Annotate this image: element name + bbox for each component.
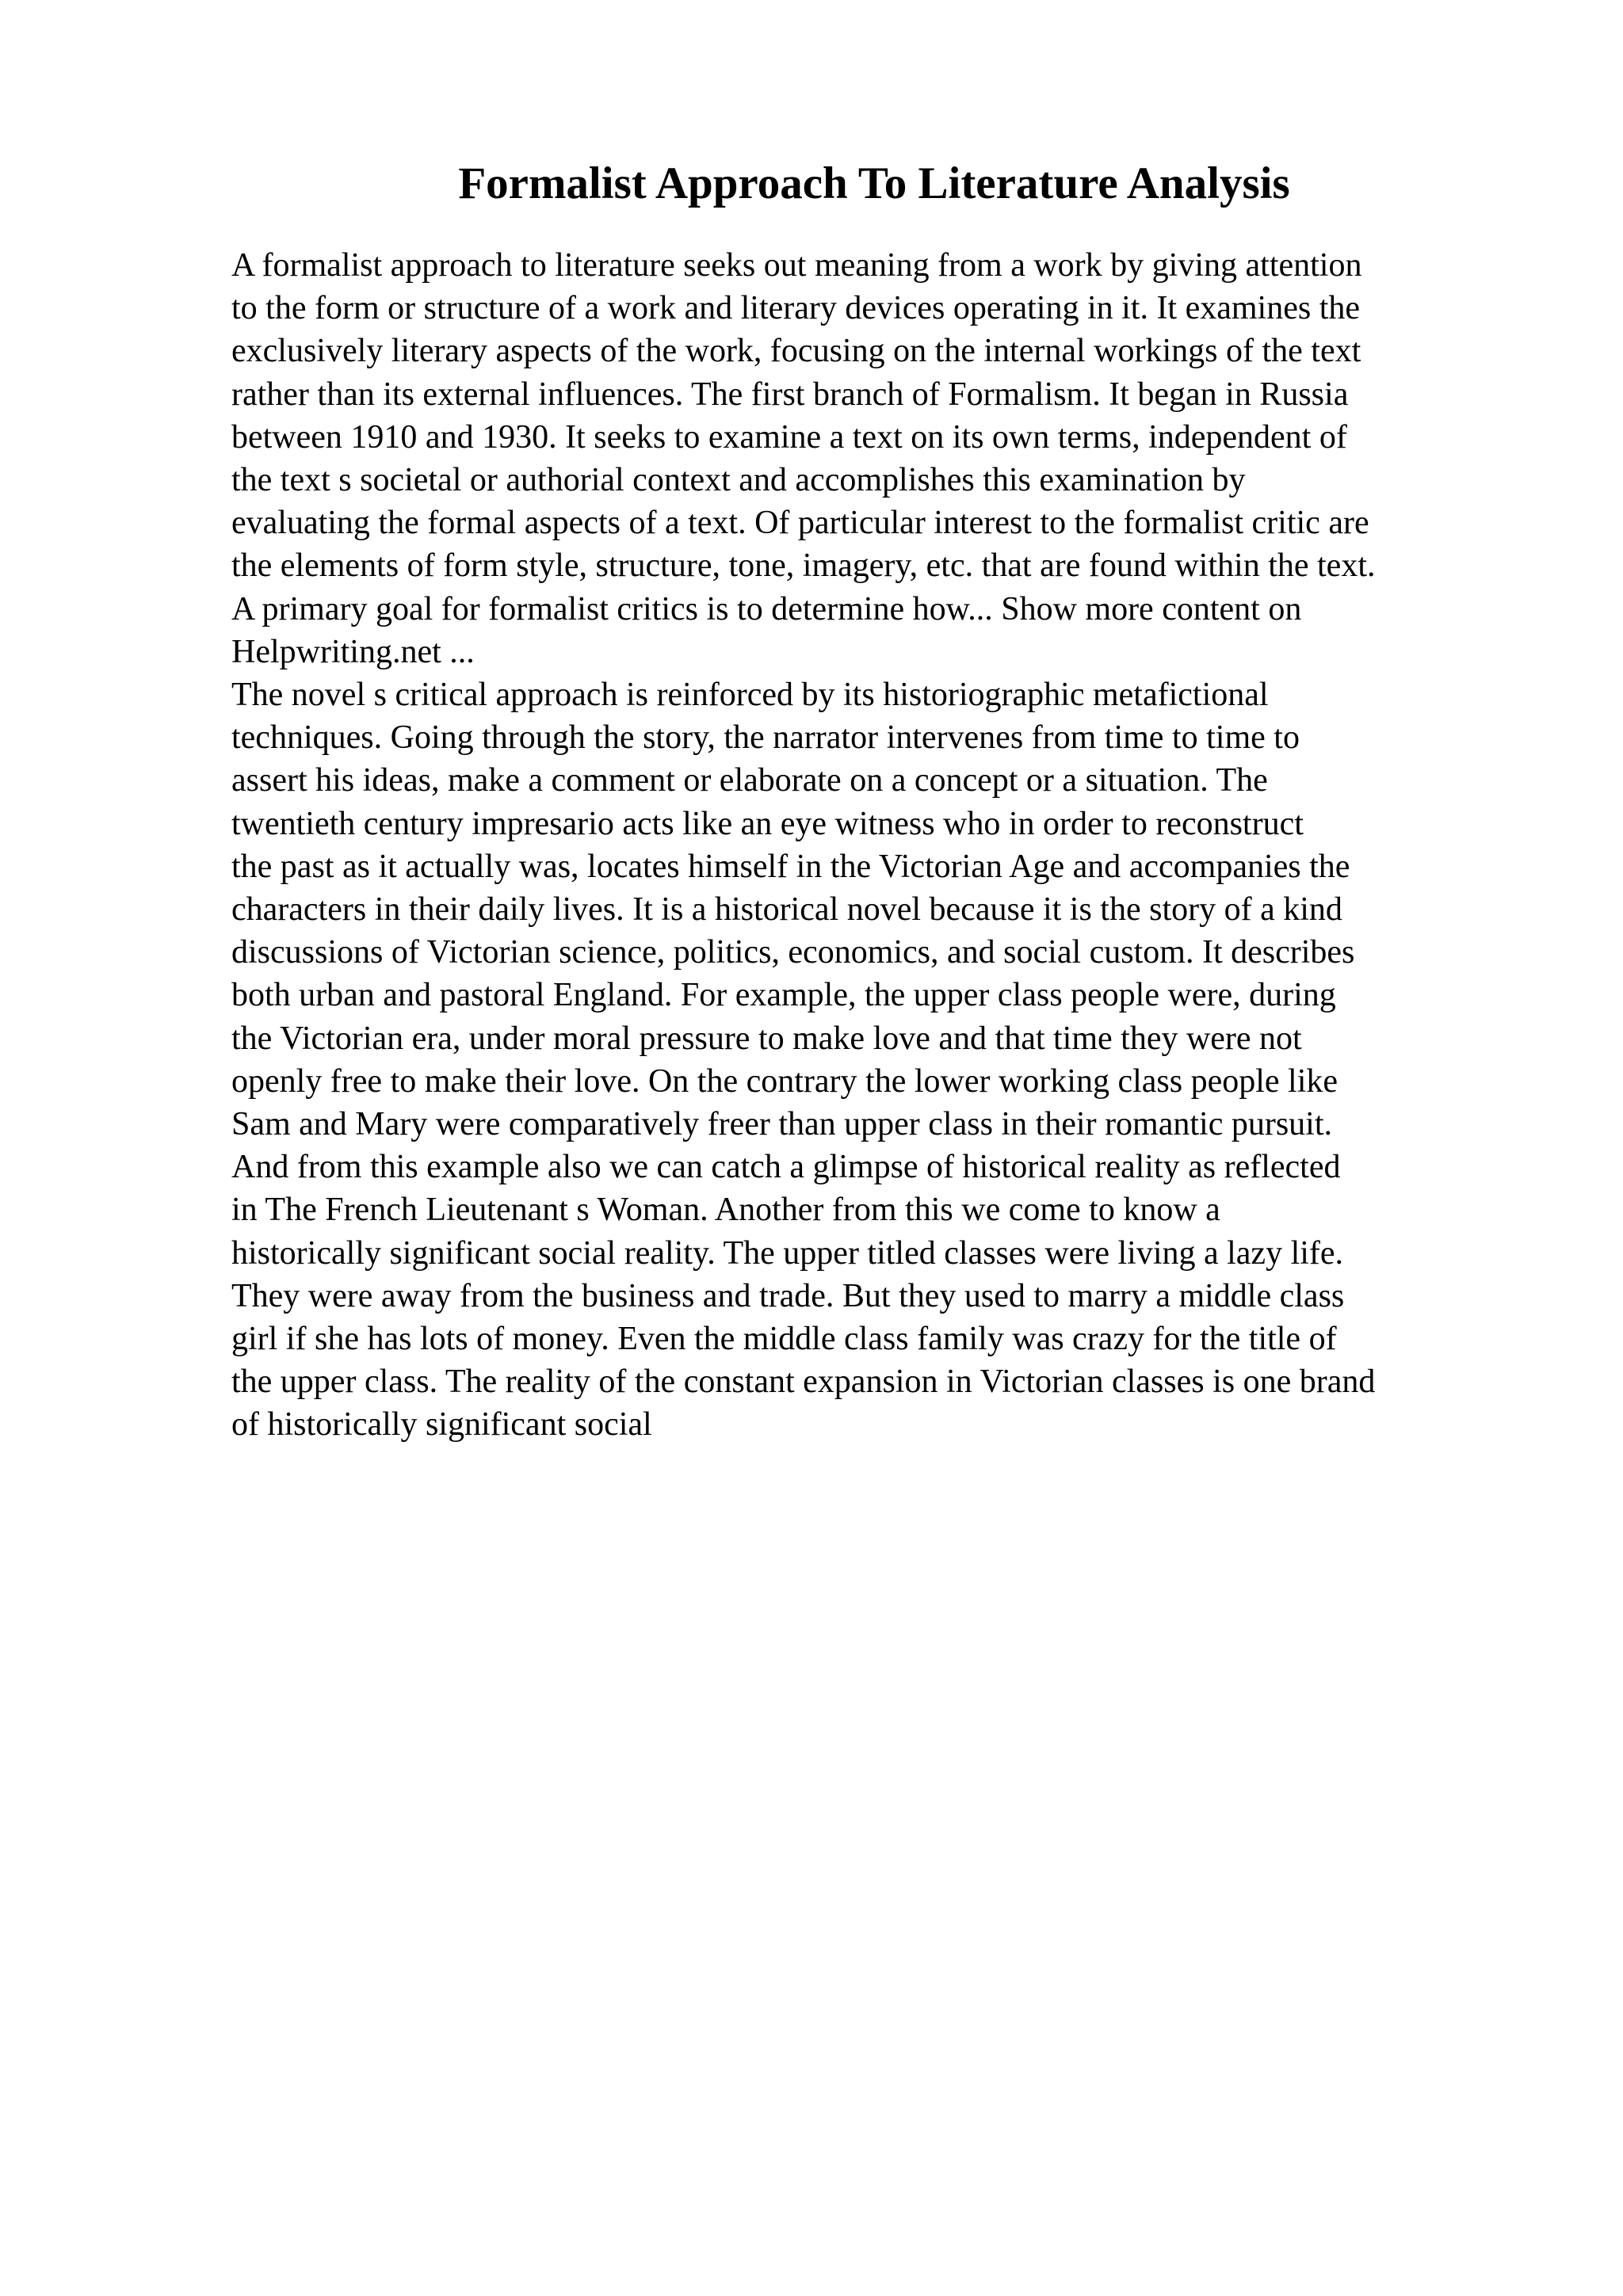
body-line: characters in their daily lives. It is a historical novel because it is the story of a kind	[231, 891, 1342, 929]
body-line: the elements of form style, structure, tone, imagery, etc. that are found within the text.	[231, 547, 1376, 585]
body-line: in The French Lieutenant s Woman. Another from this we come to know a	[231, 1192, 1220, 1229]
body-line: of historically significant social	[231, 1406, 652, 1444]
body-line: twentieth century impresario acts like an eye witness who in order to reconstruct	[231, 805, 1304, 842]
body-line: And from this example also we can catch a glimpse of historical reality as reflected	[231, 1149, 1341, 1186]
body-line: to the form or structure of a work and literary devices operating in it. It examines the	[231, 290, 1361, 327]
body-line: They were away from the business and trade. But they used to marry a middle class	[231, 1277, 1345, 1314]
document-body	[231, 244, 1594, 1447]
body-line: discussions of Victorian science, politics, economics, and social custom. It describes	[231, 934, 1355, 971]
body-line: A formalist approach to literature seeks out meaning from a work by giving attention	[231, 247, 1362, 284]
body-line: the past as it actually was, locates himself in the Victorian Age and accompanies the	[231, 848, 1350, 885]
document-title: Formalist Approach To Literature Analysis	[458, 158, 1290, 208]
body-line: between 1910 and 1930. It seeks to examine a text on its own terms, independent of	[231, 418, 1347, 456]
body-line: the upper class. The reality of the constant expansion in Victorian classes is one brand	[231, 1363, 1376, 1401]
body-line: girl if she has lots of money. Even the middle class family was crazy for the title of	[231, 1321, 1337, 1358]
body-line: rather than its external influences. The first branch of Formalism. It began in Russia	[231, 376, 1349, 413]
body-line: both urban and pastoral England. For example, the upper class people were, during	[231, 977, 1336, 1014]
body-line: assert his ideas, make a comment or elaborate on a concept or a situation. The	[231, 762, 1268, 799]
body-line: evaluating the formal aspects of a text. Of particular interest to the formalist critic are	[231, 505, 1369, 542]
body-line: A primary goal for formalist critics is to determine how... Show more content on	[231, 590, 1302, 627]
body-line: exclusively literary aspects of the work, focusing on the internal workings of the text	[231, 333, 1361, 370]
body-line: historically significant social reality. The upper titled classes were living a lazy life.	[231, 1234, 1344, 1272]
body-line: the text s societal or authorial context and accomplishes this examination by	[231, 462, 1246, 499]
body-line: Sam and Mary were comparatively freer than upper class in their romantic pursuit.	[231, 1106, 1333, 1143]
body-line: Helpwriting.net ...	[231, 633, 475, 670]
body-line: openly free to make their love. On the contrary the lower working class people like	[231, 1062, 1338, 1100]
body-line: The novel s critical approach is reinforced by its historiographic metafictional	[231, 677, 1269, 714]
body-line: the Victorian era, under moral pressure to make love and that time they were not	[231, 1020, 1302, 1057]
body-line: techniques. Going through the story, the narrator intervenes from time to time to	[231, 719, 1300, 757]
